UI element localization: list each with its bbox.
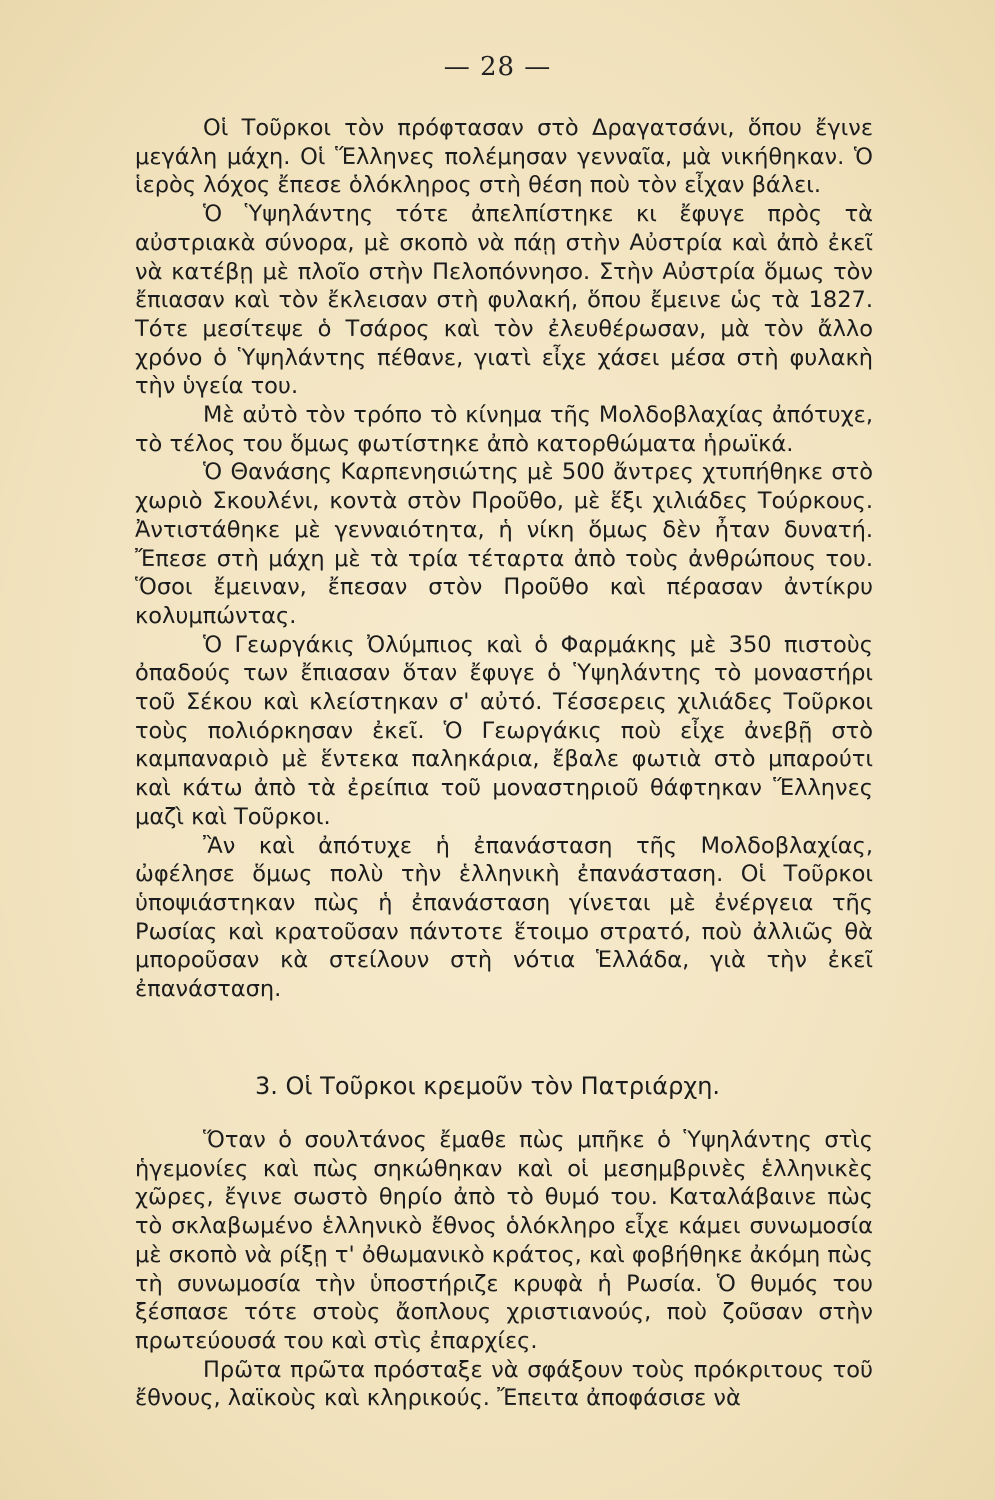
paragraph: Μὲ αὐτὸ τὸν τρόπο τὸ κίνημα τῆς Μολδοβλαχίας ἀπότυχε, τὸ τέλος του ὅμως φωτίστηκε ἀπὸ κατορθώματα ἡρωϊκά.	[135, 402, 873, 457]
section-heading: 3. Οἱ Τοῦρκοι κρεμοῦν τὸν Πατριάρχη.	[255, 1072, 721, 1100]
section-text	[135, 1126, 873, 1413]
body-text	[135, 114, 873, 1004]
paragraph: Πρῶτα πρῶτα πρόσταξε νὰ σφάξουν τοὺς πρόκριτους τοῦ ἔθνους, λαϊκοὺς καὶ κληρικούς. Ἔπειτα ἀποφάσισε νὰ	[135, 1356, 873, 1412]
paragraph: Ὁ Θανάσης Καρπενησιώτης μὲ 500 ἄντρες χτυπήθηκε στὸ χωριὸ Σκουλένι, κοντὰ στὸν Προῦθο, μὲ ἕξι χιλιάδες Τούρκους. Ἀντιστάθηκε μὲ γενναιότητα, ἡ νίκη ὅμως δὲν ἦταν δυνατή. Ἔπεσε στὴ μάχη μὲ τὰ τρία τέταρτα ἀπὸ τοὺς ἀνθρώπους του. Ὅσοι ἔμειναν, ἔπεσαν στὸν Προῦθο καὶ πέρασαν ἀντίκρυ κολυμπώντας.	[135, 459, 873, 629]
paragraph: Οἱ Τοῦρκοι τὸν πρόφτασαν στὸ Δραγατσάνι, ὅπου ἔγινε μεγάλη μάχη. Οἱ Ἕλληνες πολέμησαν γενναῖα, μὰ νικήθηκαν. Ὁ ἱερὸς λόχος ἔπεσε ὁλόκληρος στὴ θέση ποὺ τὸν εἶχαν βάλει.	[135, 115, 873, 199]
paragraph: Ὅταν ὁ σουλτάνος ἔμαθε πὼς μπῆκε ὁ Ὑψηλάντης στὶς ἡγεμονίες καὶ πὼς σηκώθηκαν καὶ οἱ μεσημβρινὲς ἑλληνικὲς χῶρες, ἔγινε σωστὸ θηρίο ἀπὸ τὸ θυμό του. Καταλάβαινε πὼς τὸ σκλαβωμένο ἑλληνικὸ ἔθνος ὁλόκληρο εἶχε κάμει συνωμοσία μὲ σκοπὸ νὰ ρίξῃ τ' ὀθωμανικὸ κράτος, καὶ φοβήθηκε ἀκόμη πὼς τὴ συνωμοσία τὴν ὑποστήριζε κρυφὰ ἡ Ρωσία. Ὁ θυμός του ξέσπασε τότε στοὺς ἄοπλους χριστιανούς, ποὺ ζοῦσαν στὴν πρωτεύουσά του καὶ στὶς ἐπαρχίες.	[135, 1127, 873, 1354]
paragraph: Ὁ Γεωργάκις Ὀλύμπιος καὶ ὁ Φαρμάκης μὲ 350 πιστοὺς ὀπαδούς των ἔπιασαν ὅταν ἔφυγε ὁ Ὑψηλάντης τὸ μοναστήρι τοῦ Σέκου καὶ κλείστηκαν σ' αὐτό. Τέσσερεις χιλιάδες Τοῦρκοι τοὺς πολιόρκησαν ἐκεῖ. Ὁ Γεωργάκις ποὺ εἶχε ἀνεβῇ στὸ καμπαναριὸ μὲ ἕντεκα παληκάρια, ἔβαλε φωτιὰ στὸ μπαρούτι καὶ κάτω ἀπὸ τὰ ἐρείπια τοῦ μοναστηριοῦ θάφτηκαν Ἕλληνες μαζὶ καὶ Τοῦρκοι.	[135, 631, 873, 830]
paragraph: Ἂν καὶ ἀπότυχε ἡ ἐπανάσταση τῆς Μολδοβλαχίας, ὠφέλησε ὅμως πολὺ τὴν ἑλληνικὴ ἐπανάσταση. Οἱ Τοῦρκοι ὑποψιάστηκαν πὼς ἡ ἐπανάσταση γίνεται μὲ ἐνέργεια τῆς Ρωσίας καὶ κρατοῦσαν πάντοτε ἕτοιμο στρατό, ποὺ ἀλλιῶς θὰ μποροῦσαν κὰ στείλουν στὴ νότια Ἑλλάδα, γιὰ τὴν ἐκεῖ ἐπανάσταση.	[135, 832, 873, 1003]
page-number: — 28 —	[443, 52, 552, 82]
paragraph: Ὁ Ὑψηλάντης τότε ἀπελπίστηκε κι ἔφυγε πρὸς τὰ αὐστριακὰ σύνορα, μὲ σκοπὸ νὰ πάῃ στὴν Αὐστρία καὶ ἀπὸ ἐκεῖ νὰ κατέβῃ μὲ πλοῖο στὴν Πελοπόννησο. Στὴν Αὐστρία ὅμως τὸν ἔπιασαν καὶ τὸν ἔκλεισαν στὴ φυλακή, ὅπου ἔμεινε ὡς τὰ 1827. Τότε μεσίτεψε ὁ Τσάρος καὶ τὸν ἐλευθέρωσαν, μὰ τὸν ἄλλο χρόνο ὁ Ὑψηλάντης πέθανε, γιατὶ εἶχε χάσει μέσα στὴ φυλακὴ τὴν ὑγεία του.	[135, 201, 873, 400]
